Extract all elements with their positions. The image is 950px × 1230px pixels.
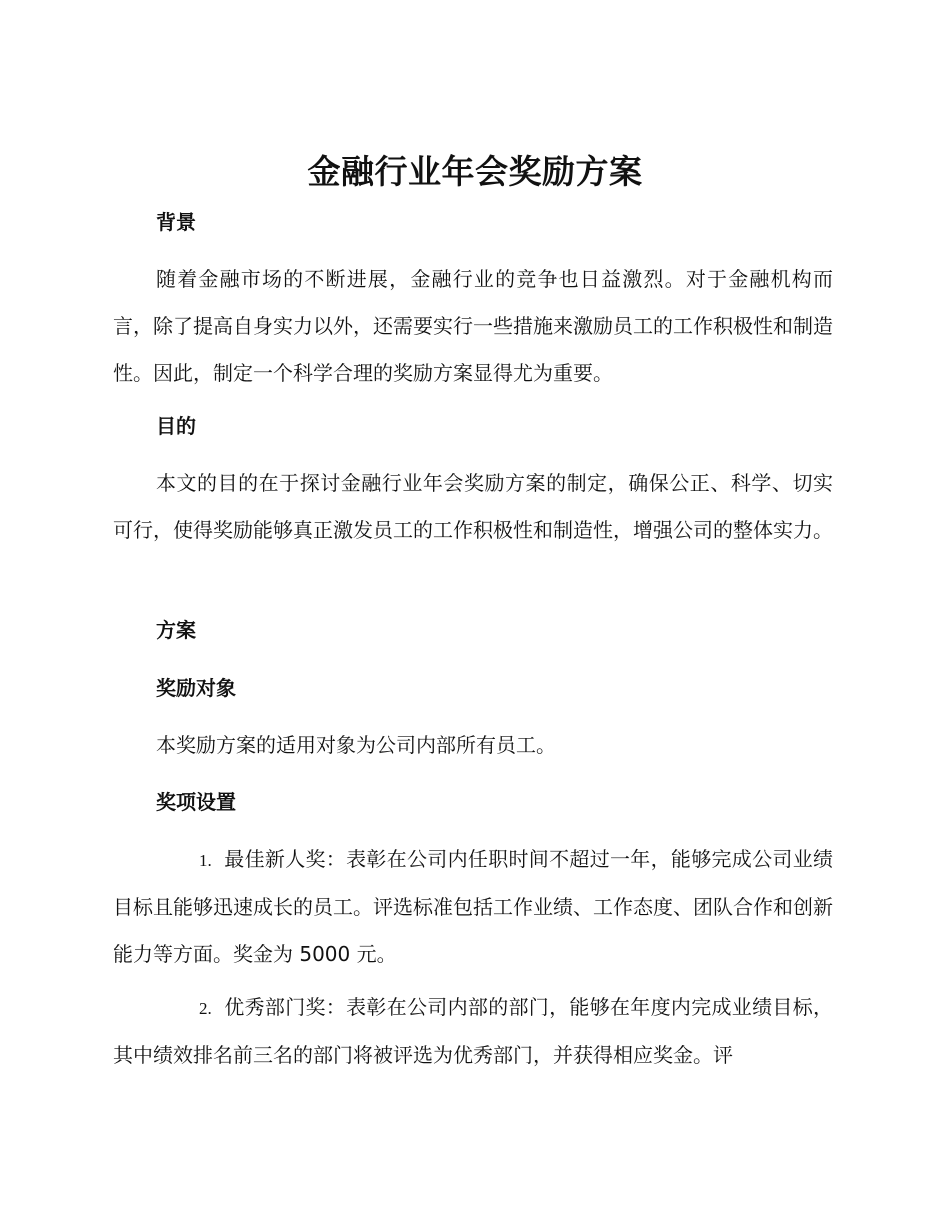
list-item-award-2 (113, 984, 833, 1079)
list-item-text: 优秀部门奖：表彰在公司内部的部门，能够在年度内完成业绩目标，其中绩效排名前三名的部门将被评选为优秀部门，并获得相应奖金。评 (113, 995, 833, 1067)
list-item-award-1 (113, 836, 833, 978)
list-item-text: 最佳新人奖：表彰在公司内任职时间不超过一年，能够完成公司业绩目标且能够迅速成长的员工。评选标准包括工作业绩、工作态度、团队合作和创新能力等方面。奖金为 5000 元。 (113, 847, 833, 966)
heading-purpose: 目的 (156, 414, 196, 438)
paragraph-award-target: 本奖励方案的适用对象为公司内部所有员工。 (156, 733, 556, 757)
heading-background: 背景 (156, 210, 196, 234)
paragraph-background: 随着金融市场的不断进展，金融行业的竞争也日益激烈。对于金融机构而言，除了提高自身实力以外，还需要实行一些措施来激励员工的工作积极性和制造性。因此，制定一个科学合理的奖励方案显得尤为重要。 (113, 267, 833, 385)
heading-award-target: 奖励对象 (156, 676, 236, 700)
list-item-number: 1. (199, 851, 212, 870)
heading-plan: 方案 (156, 618, 196, 642)
document-title: 金融行业年会奖励方案 (307, 152, 643, 191)
paragraph-purpose: 本文的目的在于探讨金融行业年会奖励方案的制定，确保公正、科学、切实可行，使得奖励能够真正激发员工的工作积极性和制造性，增强公司的整体实力。 (113, 471, 833, 542)
list-item-number: 2. (199, 999, 212, 1018)
heading-award-settings: 奖项设置 (156, 790, 236, 814)
